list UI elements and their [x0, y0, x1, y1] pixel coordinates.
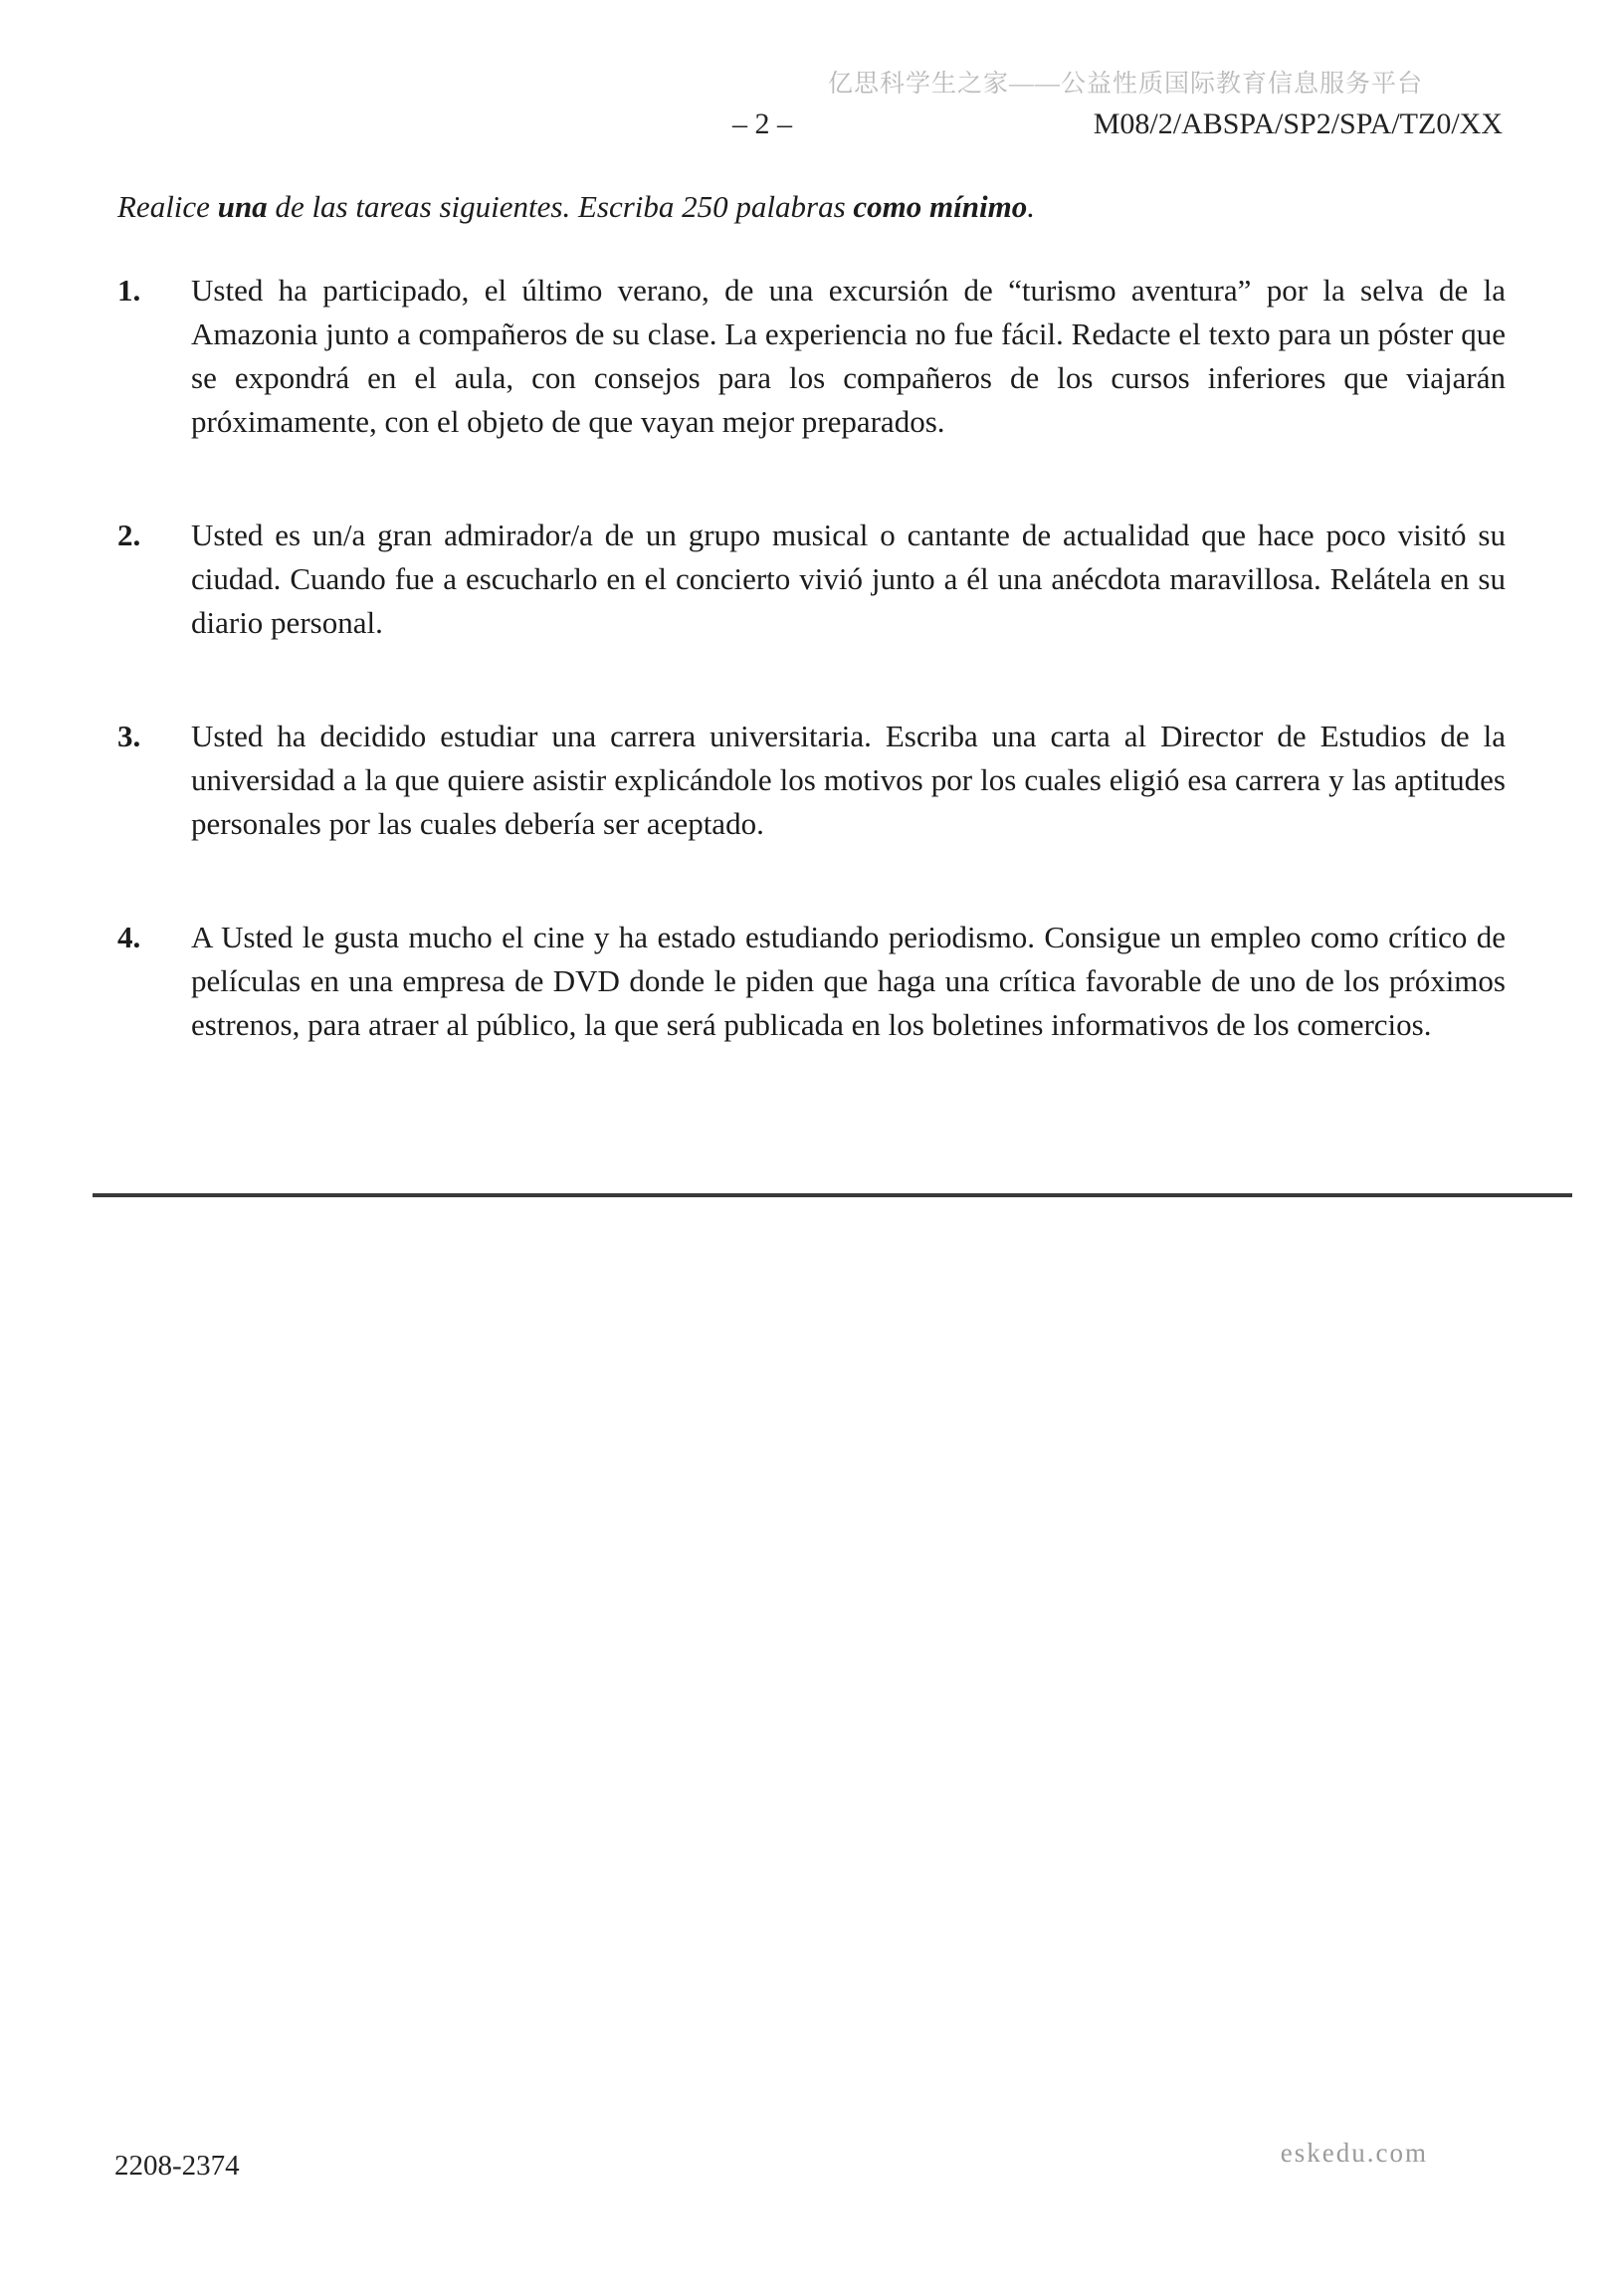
task-number: 3.	[117, 719, 141, 753]
instruction-prefix: Realice	[117, 189, 218, 224]
instruction-middle: de las tareas siguientes. Escriba 250 palabras	[267, 189, 854, 224]
task-text: Usted es un/a gran admirador/a de un grupo musical o cantante de actualidad que hace poco visitó su ciudad. Cuando fue a escucharlo en el concierto vivió junto a él una anécdota maravillosa. Relátela en su diario personal.	[191, 518, 1506, 640]
task-number: 4.	[117, 920, 141, 954]
task-item-2	[117, 514, 1506, 645]
task-text: Usted ha decidido estudiar una carrera universitaria. Escriba una carta al Director de Estudios de la universidad a la que quiere asistir explicándole los motivos por los cuales eligió esa carrera y las aptitudes personales por las cuales debería ser aceptado.	[191, 719, 1506, 841]
footer-site-text: eskedu.com	[1280, 2138, 1428, 2168]
instruction-line	[117, 187, 1506, 227]
instruction-bold-una: una	[217, 189, 268, 224]
page-number: – 2 –	[732, 107, 792, 140]
task-number: 1.	[117, 273, 141, 308]
task-item-1	[117, 269, 1506, 444]
task-item-4	[117, 916, 1506, 1047]
instruction-bold-como-minimo: como mínimo	[853, 189, 1028, 224]
session-code: 2208-2374	[114, 2150, 240, 2182]
task-item-3	[117, 715, 1506, 846]
task-text: Usted ha participado, el último verano, de una excursión de “turismo aventura” por la selva de la Amazonia junto a compañeros de su clase. La experiencia no fue fácil. Redacte el texto para un póster que se expondrá en el aula, con consejos para los compañeros de los cursos inferiores que viajarán próximamente, con el objeto de que vayan mejor preparados.	[191, 273, 1506, 439]
task-text: A Usted le gusta mucho el cine y ha estado estudiando periodismo. Consigue un empleo como crítico de películas en una empresa de DVD donde le piden que haga una crítica favorable de uno de los próximos estrenos, para atraer al público, la que será publicada en los boletines informativos de los comercios.	[191, 920, 1506, 1042]
instruction-suffix: .	[1027, 189, 1035, 224]
page-content	[117, 0, 1506, 1117]
exam-code: M08/2/ABSPA/SP2/SPA/TZ0/XX	[1093, 107, 1503, 140]
task-list	[117, 269, 1506, 1047]
horizontal-rule	[93, 1193, 1572, 1197]
watermark-text: 亿思科学生之家——公益性质国际教育信息服务平台	[827, 71, 1423, 98]
task-number: 2.	[117, 518, 141, 552]
